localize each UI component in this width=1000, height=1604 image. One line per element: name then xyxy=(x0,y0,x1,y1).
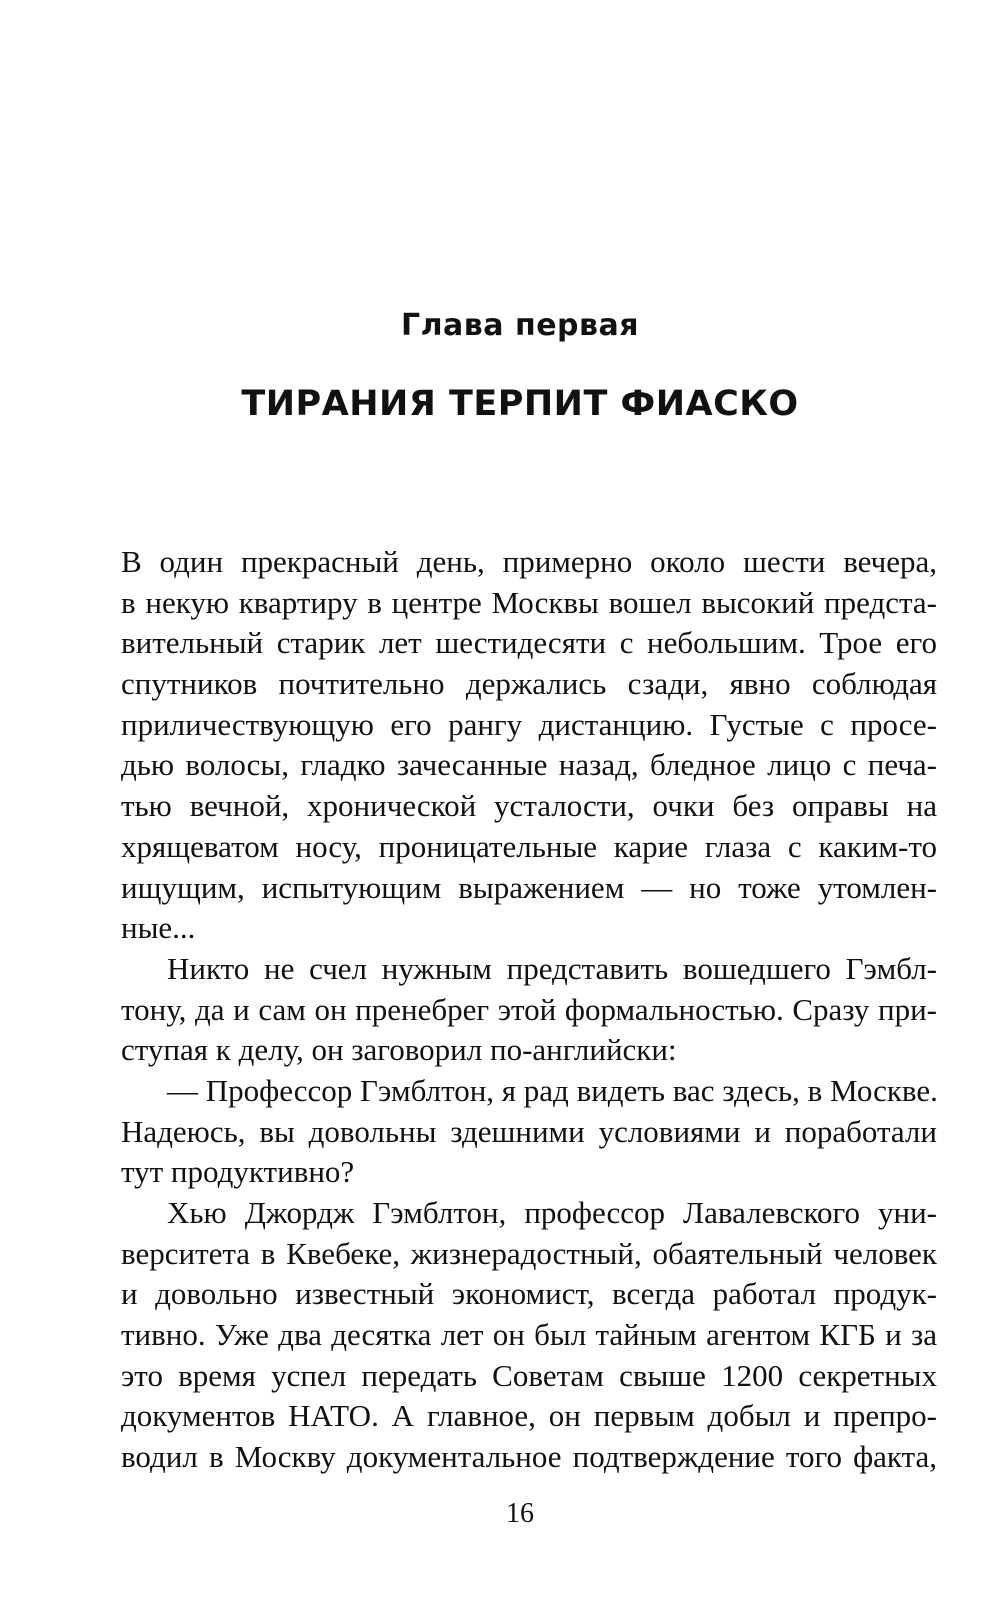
chapter-label: Глава первая xyxy=(400,308,640,343)
text-line: ступая к делу, он заговорил по-английски: xyxy=(121,1032,677,1068)
text-line: это время успел передать Советам свыше 1200 секретных xyxy=(121,1357,937,1393)
text-line: вительный старик лет шестидесяти с небольшим. Трое его xyxy=(121,625,937,661)
text-line: тут продуктивно? xyxy=(121,1154,355,1190)
text-line: хрящеватом носу, проницательные карие глаза с каким-то xyxy=(121,828,937,864)
text-line: ищущим, испытующим выражением — но тоже утомлен- xyxy=(121,869,937,905)
text-line: и довольно известный экономист, всегда работал продук- xyxy=(121,1276,937,1312)
text-line: — Профессор Гэмблтон, я рад видеть вас здесь, в Москве. xyxy=(167,1072,938,1108)
text-line: В один прекрасный день, примерно около шести вечера, xyxy=(121,544,937,579)
paragraph xyxy=(121,1071,937,1193)
text-line: Хью Джордж Гэмблтон, профессор Лавалевского уни- xyxy=(167,1195,937,1230)
text-line: тивно. Уже два десятка лет он был тайным агентом КГБ и за xyxy=(121,1317,937,1353)
text-line: приличествующую его рангу дистанцию. Густые с просе- xyxy=(121,706,937,742)
text-line: документов НАТО. А главное, он первым добыл и препро- xyxy=(121,1398,937,1434)
text-line: тону, да и сам он пренебрег этой формальностью. Сразу при- xyxy=(121,991,937,1027)
body-text xyxy=(121,542,937,1478)
chapter-title: ТИРАНИЯ ТЕРПИТ ФИАСКО xyxy=(241,384,799,424)
text-line: верситета в Квебеке, жизнерадостный, обаятельный человек xyxy=(121,1235,937,1271)
text-line: дью волосы, гладко зачесанные назад, бледное лицо с печа- xyxy=(121,747,937,783)
paragraph xyxy=(121,542,937,949)
paragraph xyxy=(121,1193,937,1478)
paragraph xyxy=(121,949,937,1071)
page-number: 16 xyxy=(506,1498,534,1529)
text-line: в некую квартиру в центре Москвы вошел высокий предста- xyxy=(121,584,937,620)
text-line: ные... xyxy=(121,910,196,946)
text-line: спутников почтительно держались сзади, явно соблюдая xyxy=(121,666,937,702)
text-line: Никто не счел нужным представить вошедшего Гэмбл- xyxy=(167,950,937,986)
text-line: тью вечной, хронической усталости, очки без оправы на xyxy=(121,788,937,824)
text-line: Надеюсь, вы довольны здешними условиями и поработали xyxy=(121,1113,937,1149)
text-line: водил в Москву документальное подтверждение того факта, xyxy=(121,1439,937,1475)
